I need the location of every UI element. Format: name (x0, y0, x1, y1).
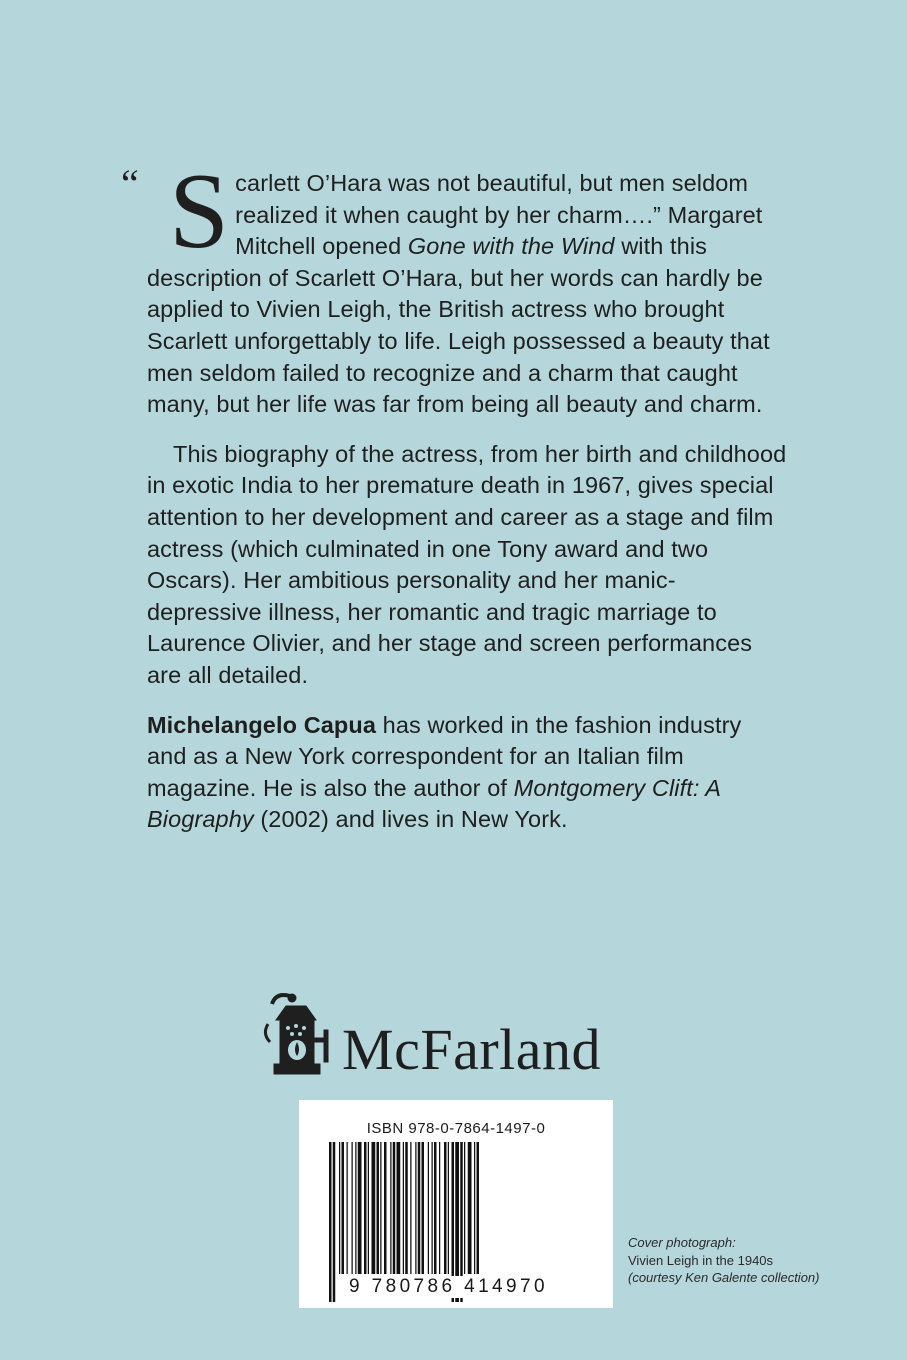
barcode-bar (444, 1142, 447, 1274)
blurb-paragraph-2: This biography of the actress, from her birth and childhood in exotic India to her premature death in 1967, gives special attention to her development and career as a stage and film actress (which culminated in one Tony award and two Oscars). Her ambitious personality and her manic-depressive illness, her romantic and tragic marriage to Laurence Olivier, and her stage and screen performances are all detailed. (147, 440, 787, 688)
book-title: Gone with the Wind (407, 233, 615, 260)
barcode-bar (410, 1142, 411, 1274)
barcode-bar (403, 1142, 404, 1274)
barcode-bar (390, 1142, 391, 1274)
lantern-icon (262, 990, 342, 1090)
barcode-bar (393, 1142, 396, 1274)
author-bio (147, 710, 787, 836)
barcode-digits: 9 780786 414970 (347, 1276, 589, 1298)
barcode-bar (397, 1142, 401, 1274)
barcode-bar (464, 1142, 465, 1274)
barcode-bar (368, 1142, 369, 1274)
drop-cap: S (169, 152, 230, 271)
publisher-name: McFarland (342, 1017, 601, 1082)
barcode-bar (434, 1142, 437, 1274)
blurb-text: carlett O’Hara was not beautiful, but men seldom realized it when caught by her charm….” Margaret Mitchell opened (235, 170, 763, 260)
other-book-title: Montgomery Clift: A Biography (147, 774, 721, 833)
barcode-bar (432, 1142, 433, 1274)
photo-credit-heading: Cover photograph: (628, 1235, 736, 1250)
blurb-text: with this description of Scarlett O’Hara, but her words can hardly be applied to Vivien Leigh, the British actress who brought Scarlett unforgettably to life. Leigh possessed a beauty that men seldom failed to recognize and a charm that caught many, but her life was far from being all beauty and charm. (147, 233, 770, 418)
barcode-bar (377, 1142, 380, 1274)
isbn-number: ISBN 978-0-7864-1497-0 (366, 1120, 546, 1137)
barcode-bar (380, 1142, 381, 1274)
barcode-bar (329, 1142, 332, 1302)
author-name: Michelangelo Capua (147, 711, 377, 738)
barcode-bar (339, 1142, 340, 1274)
barcode-bar (364, 1142, 367, 1274)
photo-credit (628, 1234, 888, 1287)
blurb (121, 152, 787, 836)
barcode-bar (342, 1142, 345, 1274)
barcode-label (299, 1100, 613, 1308)
barcode-bar (352, 1142, 353, 1274)
barcode-bar (405, 1142, 408, 1274)
barcode-bar (415, 1142, 416, 1274)
photo-credit-subject: Vivien Leigh in the 1940s (628, 1252, 774, 1268)
photo-credit-courtesy: (courtesy Ken Galente collection) (628, 1270, 820, 1285)
barcode-bar (439, 1142, 440, 1274)
barcode-bar (477, 1142, 480, 1274)
barcode-bar (474, 1142, 475, 1274)
open-quote: “ (121, 161, 139, 206)
barcode-bar (355, 1142, 356, 1274)
barcode-bar (428, 1142, 429, 1274)
barcode-bar (448, 1142, 449, 1274)
barcode-bar (372, 1142, 376, 1274)
blurb-paragraph-1 (121, 152, 787, 421)
barcode-bar (333, 1142, 336, 1302)
bio-text: has worked in the fashion industry and as a New York correspondent for an Italian film magazine. He is also the author of (147, 711, 742, 801)
barcode-bar (384, 1142, 387, 1274)
barcode-bar (468, 1142, 472, 1274)
bio-text: (2002) and lives in New York. (253, 806, 568, 833)
barcode-bar (358, 1142, 362, 1274)
publisher-logo (262, 990, 682, 1090)
barcode-bar (422, 1142, 425, 1274)
barcode-bar (418, 1142, 421, 1274)
barcode-bar (347, 1142, 348, 1274)
